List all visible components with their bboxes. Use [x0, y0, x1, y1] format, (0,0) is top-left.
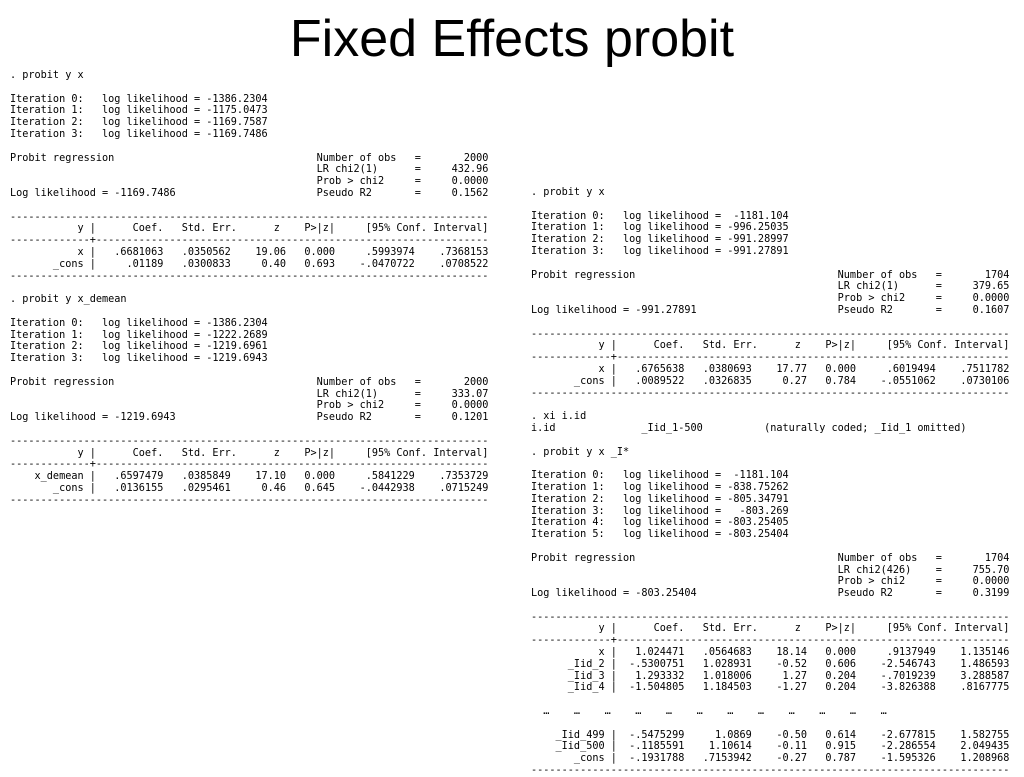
slide-title: Fixed Effects probit [289, 10, 735, 68]
stata-output-left: . probit y x Iteration 0: log likelihood = -1386.2304 Iteration 1: log likelihood = -1175.0473 Iteration 2: log likelihood = -1169.7587 Iteration 3: log likelihood = -1169.7486 Probit regression Number of obs = 2000 LR chi2(1) = 432.96 Prob > chi2 = 0.0000 Log likelihood = -1169.7486 Pseudo R2 = 0.1562 ------------------------------------------------------------------------------ y | Coef. Std. Err. z P>|z| [95% Conf. Interval] -------------+---------------------------------------------------------------- x | .6681063 .0350562 19.06 0.000 .5993974 .7368153 _cons | .01189 .0300833 0.40 0.693 -.0470722 .0708522 ------------------------------------------------------------------------------ . probit y x_demean Iteration 0: log likelihood = -1386.2304 Iteration 1: log likelihood = -1222.2689 Iteration 2: log likelihood = -1219.6961 Iteration 3: log likelihood = -1219.6943 Probit regression Number of obs = 2000 LR chi2(1) = 333.07 Prob > chi2 = 0.0000 Log likelihood = -1219.6943 Pseudo R2 = 0.1201 ------------------------------------------------------------------------------ y | Coef. Std. Err. z P>|z| [95% Conf. Interval] -------------+---------------------------------------------------------------- x_demean | .6597479 .0385849 17.10 0.000 .5841229 .7353729 _cons | .0136155 .0295461 0.46 0.645 -.0442938 .0715249 ------------------------------------------------------------------------------ [10, 70, 489, 506]
stata-output-right: . probit y x Iteration 0: log likelihood = -1181.104 Iteration 1: log likelihood = -996.25035 Iteration 2: log likelihood = -991.28997 Iteration 3: log likelihood = -991.27891 Probit regression Number of obs = 1704 LR chi2(1) = 379.65 Prob > chi2 = 0.0000 Log likelihood = -991.27891 Pseudo R2 = 0.1607 ------------------------------------------------------------------------------ y | Coef. Std. Err. z P>|z| [95% Conf. Interval] -------------+---------------------------------------------------------------- x | .6765638 .0380693 17.77 0.000 .6019494 .7511782 _cons | .0089522 .0326835 0.27 0.784 -.0551062 .0730106 ------------------------------------------------------------------------------ . xi i.id i.id _Iid_1-500 (naturally coded; _Iid_1 omitted) . probit y x _I* Iteration 0: log likelihood = -1181.104 Iteration 1: log likelihood = -838.75262 Iteration 2: log likelihood = -805.34791 Iteration 3: log likelihood = -803.269 Iteration 4: log likelihood = -803.25405 Iteration 5: log likelihood = -803.25404 Probit regression Number of obs = 1704 LR chi2(426) = 755.70 Prob > chi2 = 0.0000 Log likelihood = -803.25404 Pseudo R2 = 0.3199 ------------------------------------------------------------------------------ y | Coef. Std. Err. z P>|z| [95% Conf. Interval] -------------+---------------------------------------------------------------- x | 1.024471 .0564683 18.14 0.000 .9137949 1.135146 _Iid_2 | -.5300751 1.028931 -0.52 0.606 -2.546743 1.486593 _Iid_3 | 1.293332 1.018006 1.27 0.204 -.7019239 3.288587 _Iid_4 | -1.504805 1.184503 -1.27 0.204 -3.826388 .8167775 … … … … … … … … … … … … _Iid_499 | -.5475299 1.0869 -0.50 0.614 -2.677815 1.582755 _Iid_500 | -.1185591 1.10614 -0.11 0.915 -2.286554 2.049435 _cons | -.1931788 .7153942 -0.27 0.787 -1.595326 1.208968 ------------------------------------------------------------------------------ [531, 187, 1010, 777]
